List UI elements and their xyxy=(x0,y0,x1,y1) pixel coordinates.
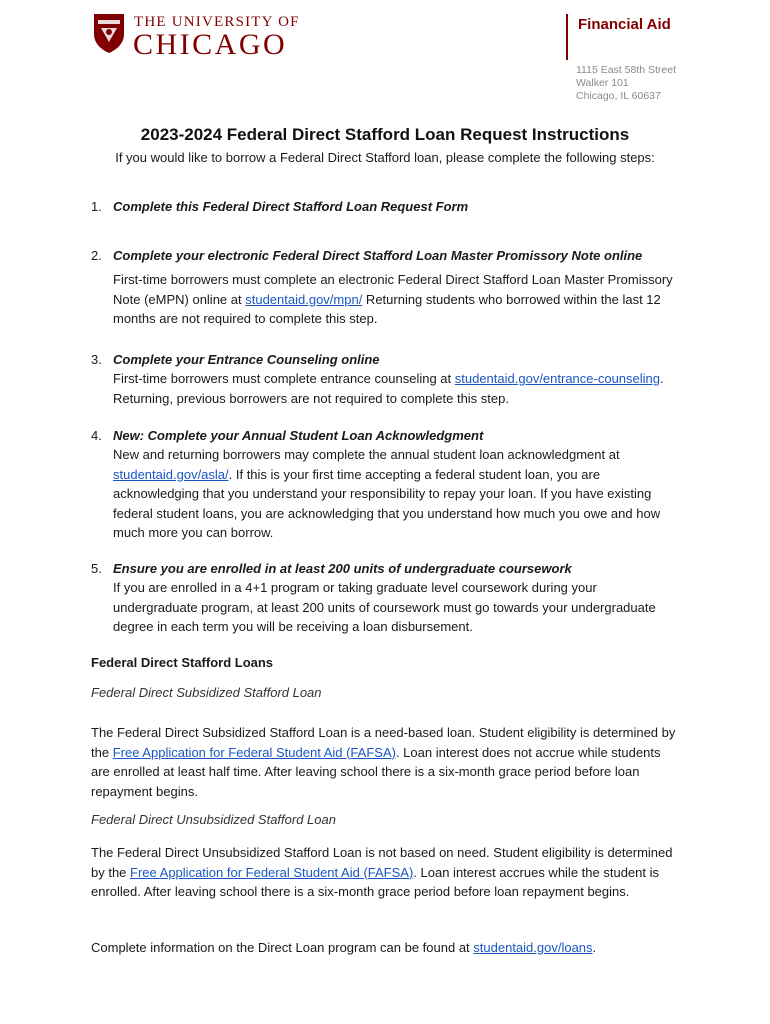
logo-text-university-of: THE UNIVERSITY OF xyxy=(134,14,300,30)
step-body xyxy=(113,270,673,329)
address-line: Walker 101 xyxy=(576,77,629,89)
step-text: First-time borrowers must complete entrance counseling at xyxy=(113,371,455,386)
step-heading: New: Complete your Annual Student Loan Acknowledgment xyxy=(113,428,484,443)
step-body xyxy=(113,369,673,408)
subsidized-heading: Federal Direct Subsidized Stafford Loan xyxy=(91,685,322,700)
step-heading: Ensure you are enrolled in at least 200 units of undergraduate coursework xyxy=(113,561,572,576)
loans-section-heading: Federal Direct Stafford Loans xyxy=(91,655,274,670)
address-line: 1115 East 58th Street xyxy=(576,64,677,76)
office-divider xyxy=(566,14,568,60)
paragraph-text: . Loan interest accrues while the student is enrolled. After leaving school there is a six-month grace period before loan repayment begins. xyxy=(91,864,659,899)
step-number: 2. xyxy=(91,248,102,263)
step-number: 5. xyxy=(91,561,102,576)
step-number: 4. xyxy=(91,428,102,443)
subsidized-paragraph xyxy=(91,723,676,801)
step-text: Returning students who borrowed within the last 12 months are not required to complete this step. xyxy=(113,291,661,326)
step-heading: Complete your Entrance Counseling online xyxy=(113,352,380,367)
university-logo xyxy=(92,12,312,61)
fafsa-link[interactable]: Free Application for Federal Student Aid (FAFSA) xyxy=(130,864,414,880)
unsubsidized-paragraph xyxy=(91,843,676,902)
paragraph-text: Complete information on the Direct Loan program can be found at xyxy=(91,940,474,955)
address-line: Chicago, IL 60637 xyxy=(576,90,661,102)
step-body: If you are enrolled in a 4+1 program or taking graduate level coursework during your undergraduate program, at least 200 units of coursework must go towards your undergraduate degree in each term you will be receiving a loan disbursement. xyxy=(113,580,656,634)
step-text: . Returning, previous borrowers are not required to complete this step. xyxy=(113,371,664,406)
step-number: 3. xyxy=(91,352,102,367)
fafsa-link[interactable]: Free Application for Federal Student Aid (FAFSA) xyxy=(112,744,396,760)
step-text: First-time borrowers must complete an electronic Federal Direct Stafford Loan Master Promissory Note (eMPN) online at xyxy=(113,272,673,307)
document-title: 2023-2024 Federal Direct Stafford Loan Request Instructions xyxy=(140,125,630,144)
asla-link[interactable]: studentaid.gov/asla/ xyxy=(113,466,229,482)
step-text: . If this is your first time accepting a federal student loan, you are acknowledging that you understand your responsibility to repay your loan. If you have existing federal student loans, you are acknowledging that you understand how much you owe and how much more you can borrow. xyxy=(113,466,661,540)
office-title: Financial Aid xyxy=(578,16,671,33)
step-text: New and returning borrowers may complete the annual student loan acknowledgment at xyxy=(113,447,620,462)
complete-info-paragraph xyxy=(91,938,676,958)
paragraph-text: The Federal Direct Subsidized Stafford Loan is a need-based loan. Student eligibility is determined by the xyxy=(91,725,676,760)
paragraph-text: . xyxy=(592,940,597,955)
step-number: 1. xyxy=(91,199,102,214)
paragraph-text: The Federal Direct Unsubsidized Stafford Loan is not based on need. Student eligibility is determined by the xyxy=(91,845,673,880)
paragraph-text: . Loan interest does not accrue while students are enrolled at least half time. After leaving school there is a six-month grace period before loan repayment begins. xyxy=(91,744,661,799)
mpn-link[interactable]: studentaid.gov/mpn/ xyxy=(245,291,363,307)
logo-text-chicago: CHICAGO xyxy=(133,28,288,61)
university-crest-icon xyxy=(92,12,126,54)
direct-loans-link[interactable]: studentaid.gov/loans xyxy=(473,940,593,955)
step-body xyxy=(113,445,673,543)
entrance-counseling-link[interactable]: studentaid.gov/entrance-counseling xyxy=(454,371,661,386)
unsubsidized-heading: Federal Direct Unsubsidized Stafford Loan xyxy=(91,812,336,827)
intro-text: If you would like to borrow a Federal Direct Stafford loan, please complete the following steps: xyxy=(115,150,655,165)
step-heading: Complete this Federal Direct Stafford Loan Request Form xyxy=(113,199,469,214)
office-address xyxy=(576,64,676,103)
step-heading: Complete your electronic Federal Direct Stafford Loan Master Promissory Note online xyxy=(113,248,643,263)
